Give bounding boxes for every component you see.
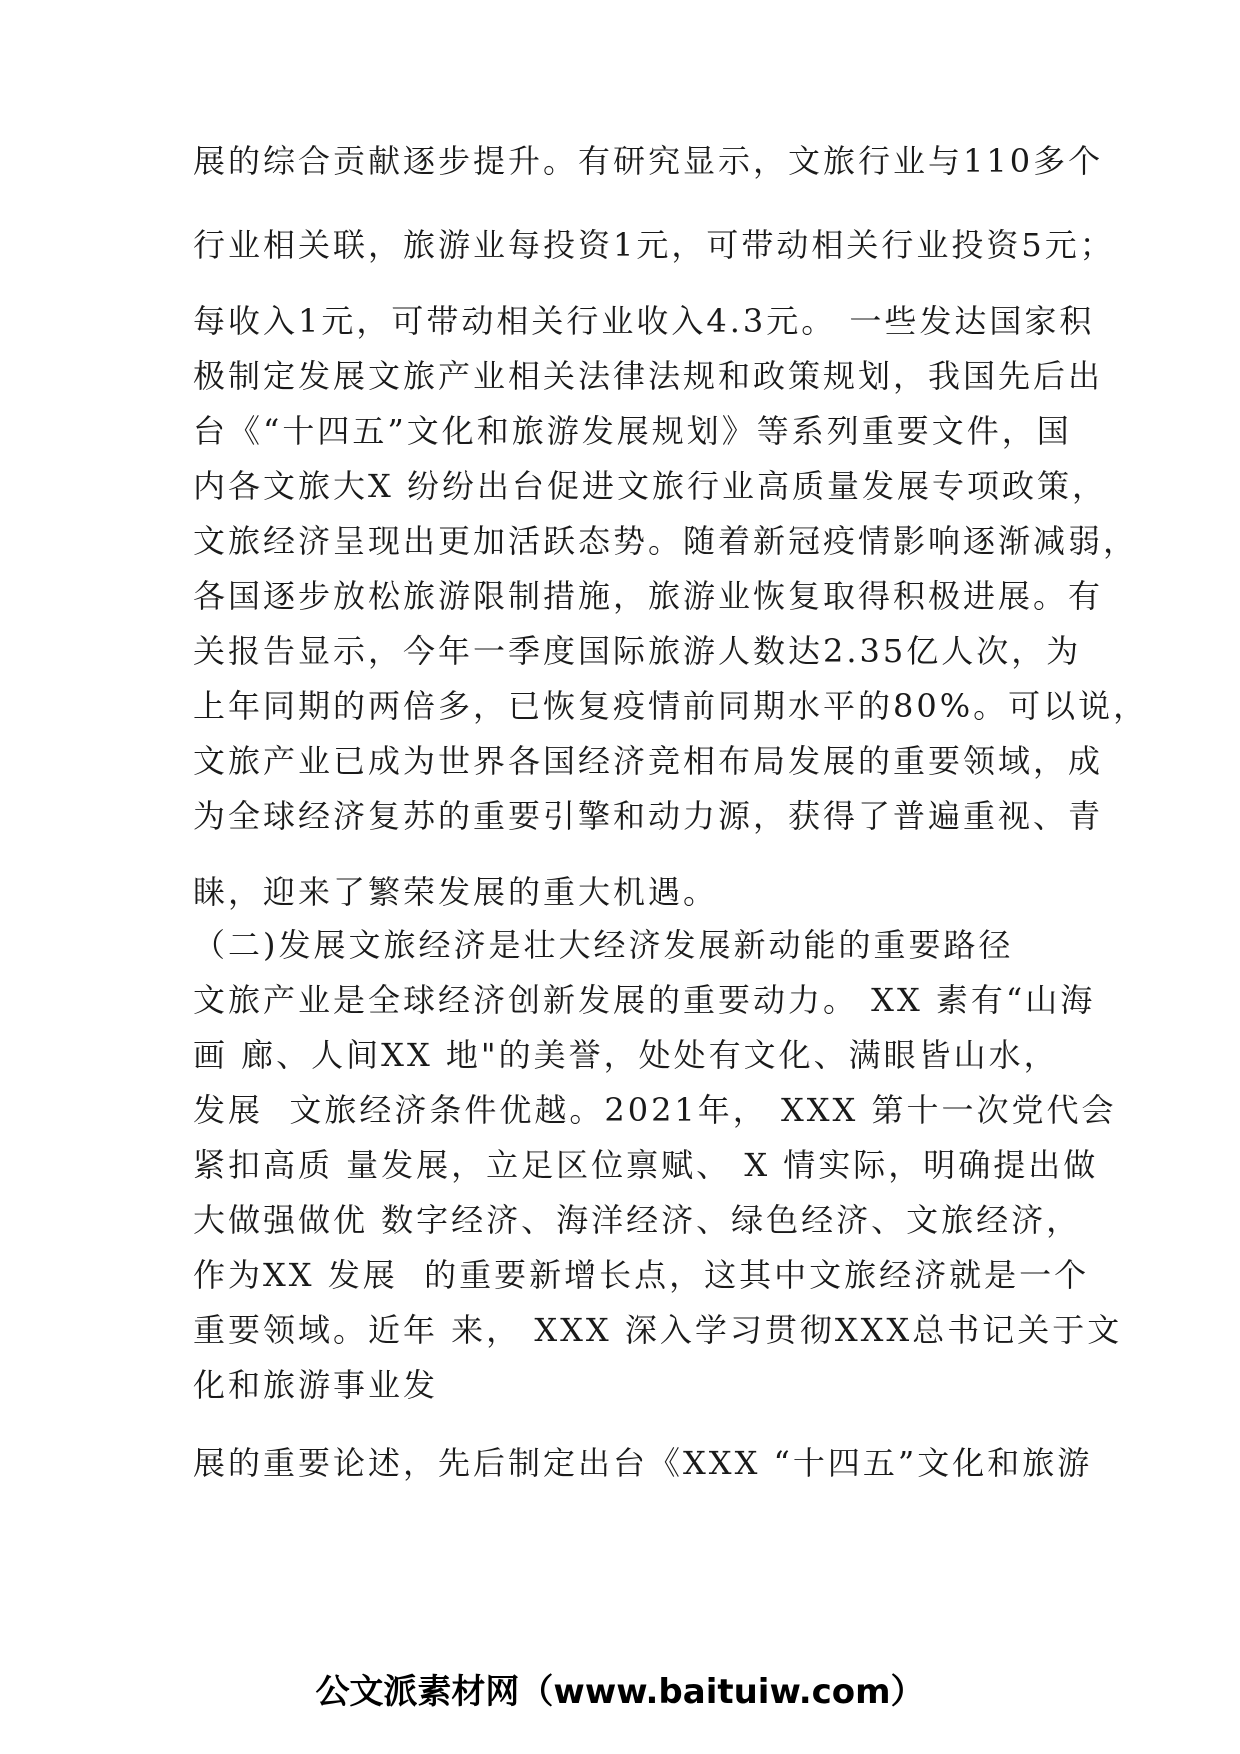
- body-text-line: 重要领域。近年 来， XXX 深入学习贯彻XXX总书记关于文: [193, 1311, 1123, 1349]
- body-text-line: 极制定发展文旅产业相关法律法规和政策规划，我国先后出: [193, 357, 1104, 395]
- body-text-line: 作为XX 发展 的重要新增长点，这其中文旅经济就是一个: [193, 1256, 1090, 1294]
- body-text-line: 关报告显示，今年一季度国际旅游人数达2.35亿人次，为: [193, 632, 1082, 670]
- body-text-line: 台《“十四五”文化和旅游发展规划》等系列重要文件，国: [193, 412, 1072, 450]
- body-text-line: 展的重要论述，先后制定出台《XXX “十四五”文化和旅游: [193, 1444, 1093, 1482]
- body-text-line: 睐，迎来了繁荣发展的重大机遇。: [193, 873, 719, 911]
- body-text-line: 展的综合贡献逐步提升。有研究显示，文旅行业与110多个: [193, 142, 1104, 180]
- section-heading: （二)发展文旅经济是壮大经济发展新动能的重要路径: [193, 926, 1014, 964]
- body-text-line: 大做强做优 数字经济、海洋经济、绿色经济、文旅经济，: [193, 1201, 1082, 1239]
- body-text-line: 每收入1元，可带动相关行业收入4.3元。 一些发达国家积: [193, 302, 1095, 340]
- body-text-line: 画 廊、人间XX 地"的美誉，处处有文化、满眼皆山水，: [193, 1036, 1059, 1074]
- footer-watermark: 公文派素材网（www.baituiw.com）: [315, 1672, 925, 1712]
- body-text-line: 上年同期的两倍多，已恢复疫情前同期水平的80%。可以说，: [193, 687, 1149, 725]
- body-text-line: 文旅产业已成为世界各国经济竞相布局发展的重要领域，成: [193, 742, 1104, 780]
- body-text-line: 内各文旅大X 纷纷出台促进文旅行业高质量发展专项政策，: [193, 467, 1107, 505]
- body-text-line: 文旅产业是全球经济创新发展的重要动力。 XX 素有“山海: [193, 981, 1096, 1019]
- body-text-line: 发展 文旅经济条件优越。2021年， XXX 第十一次党代会: [193, 1091, 1117, 1129]
- body-text-line: 行业相关联，旅游业每投资1元，可带动相关行业投资5元；: [193, 226, 1115, 264]
- body-text-line: 文旅经济呈现出更加活跃态势。随着新冠疫情影响逐渐减弱，: [193, 522, 1139, 560]
- body-text-line: 化和旅游事业发: [193, 1366, 439, 1404]
- body-text-line: 各国逐步放松旅游限制措施，旅游业恢复取得积极进展。有: [193, 577, 1104, 615]
- body-text-line: 为全球经济复苏的重要引擎和动力源，获得了普遍重视、青: [193, 797, 1104, 835]
- body-text-line: 紧扣高质 量发展，立足区位禀赋、 X 情实际，明确提出做: [193, 1146, 1099, 1184]
